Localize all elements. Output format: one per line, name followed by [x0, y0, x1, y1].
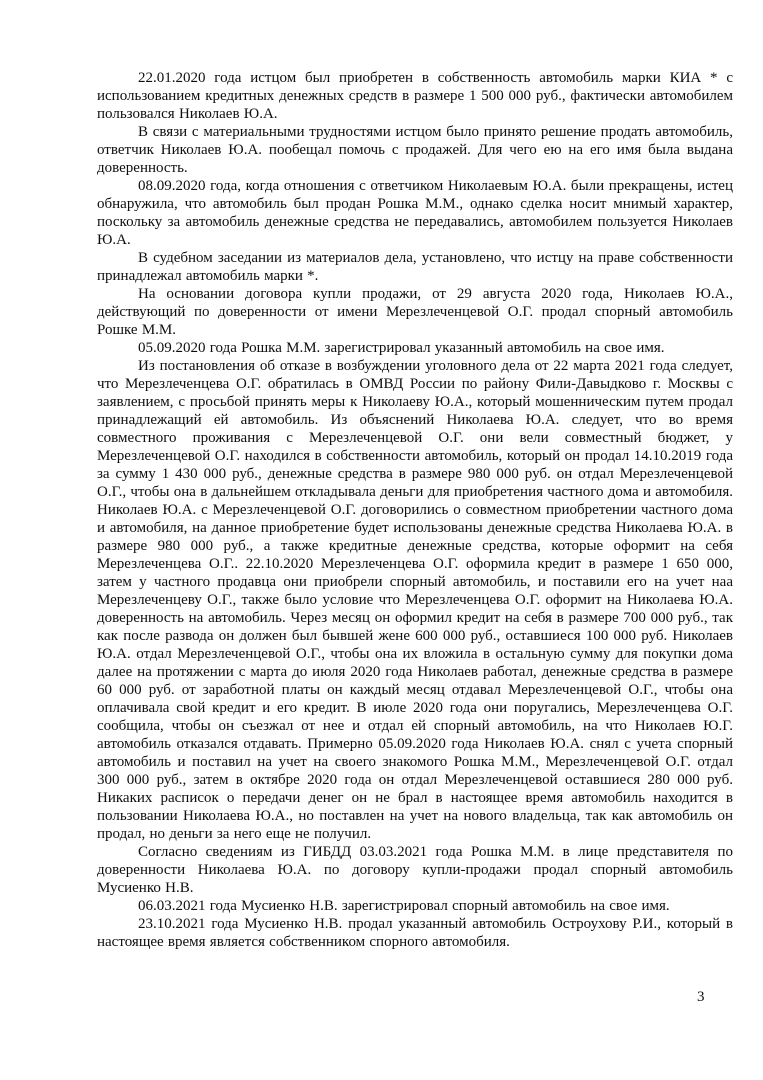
- page-number: 3: [697, 989, 705, 1005]
- paragraph: В связи с материальными трудностями истцом было принято решение продать автомобиль, ответчик Николаев Ю.А. пообещал помочь с продажей. Для чего ею на его имя была выдана доверенность.: [97, 124, 733, 176]
- paragraph: 23.10.2021 года Мусиенко Н.В. продал указанный автомобиль Остроухову Р.И., который в настоящее время является собственником спорного автомобиля.: [97, 916, 733, 950]
- paragraph: Из постановления об отказе в возбуждении уголовного дела от 22 марта 2021 года следует, что Мерезлеченцева О.Г. обратилась в ОМВД России по району Фили-Давыдково г. Москвы с заявлением, с просьбой принять меры к Николаеву Ю.А., который мошенническим путем продал принадлежащий ей автомобиль. Из объяснений Николаева Ю.А. следует, что во время совместного проживания с Мерезлеченцевой О.Г. они вели совместный бюджет, у Мерезлеченцевой О.Г. находился в собственности автомобиль, который он продал 14.10.2019 года за сумму 1 430 000 руб., денежные средства в размере 980 000 руб. он отдал Мерезлеченцевой О.Г., чтобы она в дальнейшем откладывала деньги для приобретения частного дома и автомобиля. Николаев Ю.А. с Мерезлеченцевой О.Г. договорились о совместном приобретении частного дома и автомобиля, на данное приобретение будет использованы денежные средства Николаева Ю.А. в размере 980 000 руб., а также кредитные денежные средства, которые оформит на себя Мерезлеченцева О.Г.. 22.10.2020 Мерезлеченцева О.Г. оформила кредит в размере 1 650 000, затем у частного продавца они приобрели спорный автомобиль, и поставили его на учет наа Мерезлеченцеву О.Г., также было условие что Мерезлеченцева О.Г. оформит на Николаева Ю.А. доверенность на автомобиль. Через месяц он оформил кредит на себя в размере 700 000 руб., так как после развода он должен был бывшей жене 600 000 руб., оставшиеся 100 000 руб. Николаев Ю.А. отдал Мерезлеченцевой О.Г., чтобы она их вложила в остальную сумму для покупки дома далее на протяжении с марта до июля 2020 года Николаев работал, денежные средства в размере 60 000 руб. от заработной платы он каждый месяц отдавал Мерезлеченцевой О.Г., чтобы она оплачивала свой кредит и его кредит. В июле 2020 года они поругались, Мерезлеченцева О.Г. сообщила, чтобы он съезжал от нее и отдал ей спорный автомобиль, на что Николаев Ю.Г. автомобиль отказался отдавать. Примерно 05.09.2020 года Николаев Ю.А. снял с учета спорный автомобиль и поставил на учет на своего знакомого Рошка М.М., Мерезлеченцевой О.Г. отдал 300 000 руб., затем в октябре 2020 года он отдал Мерезлеченцевой оставшиеся 280 000 руб. Никаких расписок о передачи денег он не брал в настоящее время автомобиль находится в пользовании Николаева Ю.А., но поставлен на учет на нового владельца, так как автомобиль он продал, но деньги за него еще не получил.: [97, 358, 733, 842]
- paragraph: Согласно сведениям из ГИБДД 03.03.2021 года Рошка М.М. в лице представителя по доверенности Николаева Ю.А. по договору купли-продажи продал спорный автомобиль Мусиенко Н.В.: [97, 844, 733, 896]
- paragraph: 22.01.2020 года истцом был приобретен в собственность автомобиль марки КИА * с использованием кредитных денежных средств в размере 1 500 000 руб., фактически автомобилем пользовался Николаев Ю.А.: [97, 70, 733, 122]
- paragraph: 06.03.2021 года Мусиенко Н.В. зарегистрировал спорный автомобиль на свое имя.: [138, 898, 670, 914]
- paragraph: На основании договора купли продажи, от 29 августа 2020 года, Николаев Ю.А., действующий по доверенности от имени Мерезлеченцевой О.Г. продал спорный автомобиль Рошке М.М.: [97, 286, 733, 338]
- paragraph: В судебном заседании из материалов дела, установлено, что истцу на праве собственности принадлежал автомобиль марки *.: [97, 250, 733, 284]
- court-decision-text-block: [97, 69, 733, 951]
- paragraph: 05.09.2020 года Рошка М.М. зарегистрировал указанный автомобиль на свое имя.: [138, 340, 665, 356]
- paragraph: 08.09.2020 года, когда отношения с ответчиком Николаевым Ю.А. были прекращены, истец обнаружила, что автомобиль был продан Рошка М.М., однако сделка носит мнимый характер, поскольку за автомобиль денежные средства не передавались, автомобилем пользуется Николаев Ю.А.: [97, 178, 733, 248]
